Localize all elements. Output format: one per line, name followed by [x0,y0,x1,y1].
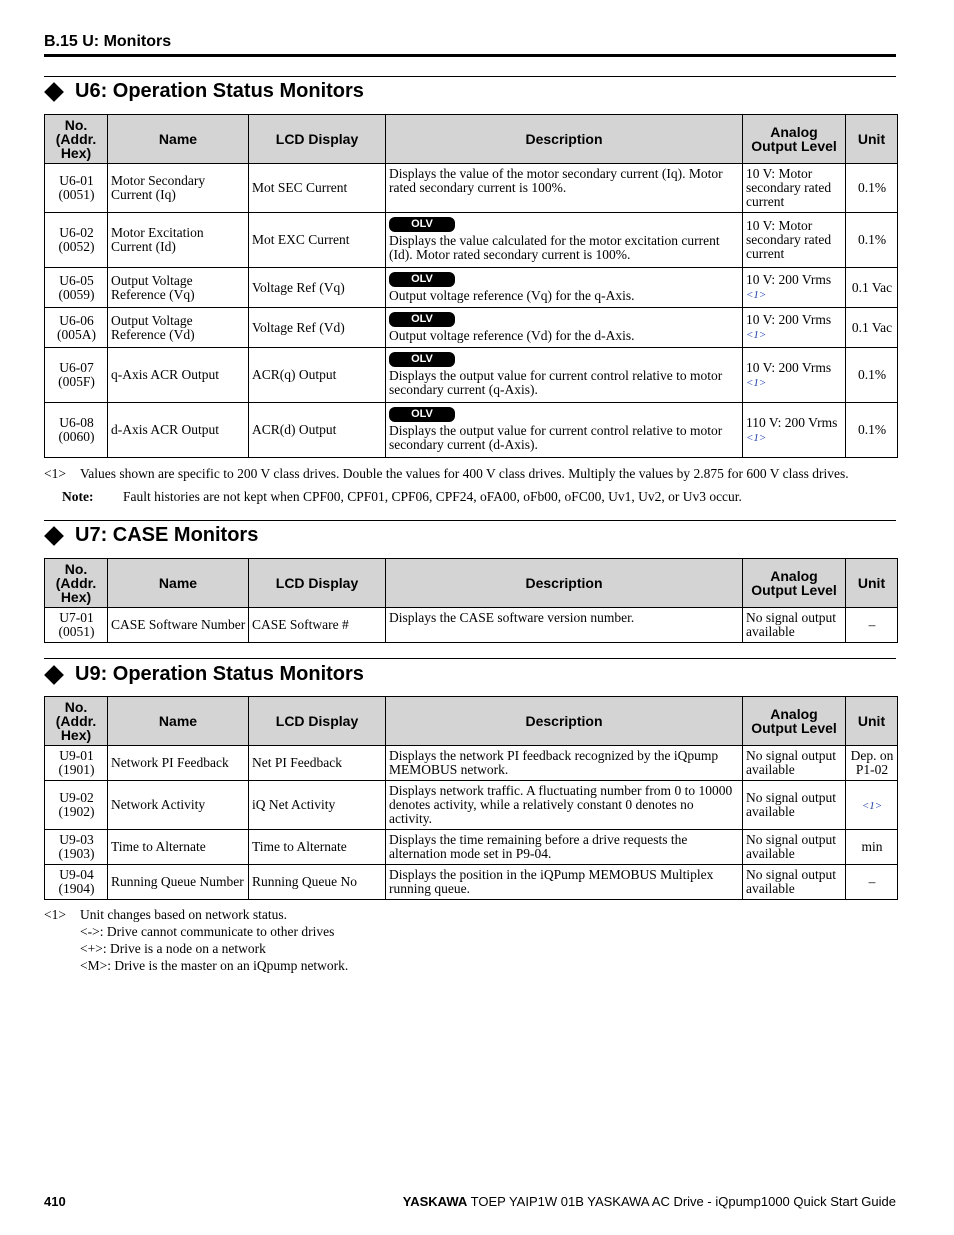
col-header-analog: Analog Output Level [743,115,846,164]
analog-text: 110 V: 200 Vrms [746,414,838,430]
olv-badge: OLV [389,217,455,232]
col-header-lcd: LCD Display [249,559,386,608]
lcd-display: Mot EXC Current [249,213,386,268]
table-row [45,308,898,348]
param-description [386,164,743,213]
olv-badge: OLV [389,312,455,327]
col-header-lcd: LCD Display [249,115,386,164]
note-label: Note: [62,489,94,504]
unit-text: min [861,839,883,854]
col-header-unit: Unit [846,115,898,164]
lcd-display: Voltage Ref (Vq) [249,268,386,308]
page-number: 410 [44,1194,66,1209]
section-divider [44,658,896,659]
footnote-ref: <1> [746,289,767,301]
param-code: U9-03 [59,832,94,847]
param-name: Output Voltage Reference (Vd) [108,308,249,348]
param-name: Motor Excitation Current (Id) [108,213,249,268]
analog-output-level [743,781,846,830]
param-code: U6-05 [59,272,94,288]
analog-text: No signal output available [746,832,836,861]
description-text: Displays the CASE software version number. [389,610,635,625]
unit-cell [846,164,898,213]
description-text: Displays the time remaining before a drive requests the alternation mode set in P9-04. [389,832,688,861]
param-number [45,213,108,268]
analog-output-level [743,865,846,900]
unit-text: 0.1% [857,367,887,382]
col-header-name: Name [108,559,249,608]
col-header-analog: Analog Output Level [743,559,846,608]
lcd-display: ACR(q) Output [249,348,386,403]
param-number [45,268,108,308]
footnote-text: Unit changes based on network status. [80,907,287,922]
param-code: U9-04 [59,867,94,882]
unit-cell [846,830,898,865]
u6-section-title: U6: Operation Status Monitors [44,80,364,103]
analog-output-level [743,213,846,268]
lcd-display: iQ Net Activity [249,781,386,830]
analog-text: No signal output available [746,867,836,896]
unit-text: Dep. on P1-02 [850,748,894,777]
param-description [386,268,743,308]
lcd-display: Mot SEC Current [249,164,386,213]
table-row [45,164,898,213]
section-header: B.15 U: Monitors [44,33,172,50]
analog-output-level [743,348,846,403]
param-address: (005A) [57,326,96,342]
param-name: d-Axis ACR Output [108,403,249,458]
unit-cell [846,308,898,348]
guide-title [403,1194,896,1209]
unit-cell [846,781,898,830]
table-row [45,746,898,781]
param-name: Time to Alternate [108,830,249,865]
param-description [386,348,743,403]
param-name: Network PI Feedback [108,746,249,781]
analog-text: 10 V: Motor secondary rated current [746,218,832,261]
u9-section-title: U9: Operation Status Monitors [44,663,364,686]
param-name: Motor Secondary Current (Iq) [108,164,249,213]
unit-text: 0.1% [857,422,887,437]
unit-cell [846,608,898,643]
section-divider [44,76,896,77]
param-number [45,781,108,830]
param-number [45,348,108,403]
param-address: (0059) [58,286,95,302]
unit-text: 0.1% [857,180,887,195]
param-number [45,608,108,643]
footnote-text: Values shown are specific to 200 V class drives. Double the values for 400 V class drives. Multiply the values by 2.875 for 600 V class drives. [80,466,849,481]
unit-text: 0.1 Vac [851,279,893,295]
param-address: (1901) [58,762,95,777]
footnote-line: <M>: Drive is the master on an iQpump network. [80,958,349,973]
lcd-display: CASE Software # [249,608,386,643]
analog-output-level [743,746,846,781]
diamond-icon [44,665,64,685]
col-header-name: Name [108,697,249,746]
unit-cell [846,348,898,403]
footnote-ref: <1> [746,376,767,389]
u9-footnote [44,906,287,923]
analog-output-level [743,308,846,348]
col-header-description: Description [386,559,743,608]
olv-badge: OLV [389,272,455,287]
lcd-display: Voltage Ref (Vd) [249,308,386,348]
footnote-line: <+>: Drive is a node on a network [80,941,266,956]
analog-text: 10 V: 200 Vrms [746,272,832,287]
unit-text: – [868,874,876,889]
col-header-analog: Analog Output Level [743,697,846,746]
analog-text: No signal output available [746,748,836,777]
param-address: (0051) [58,187,95,202]
diamond-icon [44,526,64,546]
table-row [45,830,898,865]
col-header-no: No. (Addr. Hex) [45,115,108,164]
footnote-ref: <1> [746,329,767,341]
analog-output-level [743,830,846,865]
footnote-mark: <1> [44,907,66,922]
lcd-display: Running Queue No [249,865,386,900]
description-text: Displays the network PI feedback recognized by the iQpump MEMOBUS network. [389,748,719,777]
footnote-ref: <1> [746,431,767,444]
unit-cell [846,268,898,308]
param-address: (1903) [58,846,95,861]
diamond-icon [44,82,64,102]
param-address: (0052) [58,239,95,254]
param-description [386,830,743,865]
brand-name: YASKAWA [402,1194,468,1209]
param-name: Output Voltage Reference (Vq) [108,268,249,308]
note-text: Fault histories are not kept when CPF00, CPF01, CPF06, CPF24, oFA00, oFb00, oFC00, Uv1, Uv2, or Uv3 occur. [123,489,742,504]
analog-output-level [743,164,846,213]
unit-text: 0.1% [857,232,887,247]
param-number [45,403,108,458]
param-description [386,308,743,348]
param-code: U9-01 [59,748,94,763]
col-header-no: No. (Addr. Hex) [45,697,108,746]
description-text: Displays the position in the iQPump MEMOBUS Multiplex running queue. [389,867,714,896]
description-text: Displays network traffic. A fluctuating number from 0 to 10000 denotes activity, while a relatively constant 0 denotes no activity. [389,783,733,826]
col-header-name: Name [108,115,249,164]
u6-footnote [44,465,849,482]
description-text: Displays the value of the motor secondary current (Iq). Motor rated secondary current is 100%. [389,166,723,195]
param-description [386,746,743,781]
lcd-display: Time to Alternate [249,830,386,865]
param-code: U6-01 [59,173,94,188]
unit-text: 0.1 Vac [851,319,893,335]
description-text: Output voltage reference (Vq) for the q-Axis. [389,288,635,303]
col-header-description: Description [386,697,743,746]
lcd-display: ACR(d) Output [249,403,386,458]
olv-badge: OLV [389,407,455,422]
analog-text: 10 V: 200 Vrms [746,359,832,375]
param-address: (0051) [58,624,95,639]
param-code: U6-06 [59,312,94,328]
table-row [45,268,898,308]
analog-output-level [743,268,846,308]
header-rule [44,54,896,57]
param-number [45,865,108,900]
analog-output-level [743,608,846,643]
col-header-description: Description [386,115,743,164]
col-header-unit: Unit [846,559,898,608]
analog-output-level [743,403,846,458]
unit-cell [846,865,898,900]
table-row [45,781,898,830]
u9-footnote-lines [80,923,348,974]
analog-text: No signal output available [746,610,836,639]
param-name: Running Queue Number [108,865,249,900]
u6-note [62,488,742,505]
param-number [45,830,108,865]
param-address: (005F) [58,374,95,389]
table-row [45,608,898,643]
unit-cell [846,746,898,781]
col-header-lcd: LCD Display [249,697,386,746]
table-row [45,213,898,268]
guide-text: TOEP YAIP1W 01B YASKAWA AC Drive - iQpump1000 Quick Start Guide [470,1194,896,1209]
param-number [45,308,108,348]
description-text: Displays the output value for current control relative to motor secondary current (q-Axis). [389,368,723,397]
col-header-no: No. (Addr. Hex) [45,559,108,608]
param-code: U6-07 [59,360,94,375]
description-text: Displays the value calculated for the motor excitation current (Id). Motor rated secondary current is 100%. [389,233,720,262]
u7-table [44,558,898,643]
table-row [45,865,898,900]
analog-text: 10 V: 200 Vrms [746,312,832,327]
analog-text: No signal output available [746,790,836,819]
footnote-mark: <1> [44,466,66,481]
param-code: U9-02 [59,790,94,805]
param-description [386,781,743,830]
footnote-line: <->: Drive cannot communicate to other drives [80,924,335,939]
param-address: (0060) [58,429,95,444]
olv-badge: OLV [389,352,455,367]
unit-cell [846,403,898,458]
table-row [45,348,898,403]
param-address: (1902) [58,804,95,819]
param-code: U6-08 [59,415,94,430]
u7-section-title: U7: CASE Monitors [44,524,258,547]
param-code: U6-02 [59,225,94,240]
param-code: U7-01 [59,610,94,625]
param-name: q-Axis ACR Output [108,348,249,403]
table-row [45,403,898,458]
param-number [45,746,108,781]
param-name: CASE Software Number [108,608,249,643]
param-description [386,865,743,900]
param-description [386,403,743,458]
analog-text: 10 V: Motor secondary rated current [746,166,832,209]
lcd-display: Net PI Feedback [249,746,386,781]
param-name: Network Activity [108,781,249,830]
footnote-ref: <1> [861,799,883,812]
param-description [386,608,743,643]
section-divider [44,520,896,521]
param-description [386,213,743,268]
param-address: (1904) [58,881,95,896]
description-text: Displays the output value for current control relative to motor secondary current (d-Axis). [389,423,723,452]
unit-cell [846,213,898,268]
u9-table [44,696,898,900]
u6-table [44,114,898,458]
description-text: Output voltage reference (Vd) for the d-Axis. [389,328,635,343]
col-header-unit: Unit [846,697,898,746]
param-number [45,164,108,213]
unit-text: – [868,617,876,632]
